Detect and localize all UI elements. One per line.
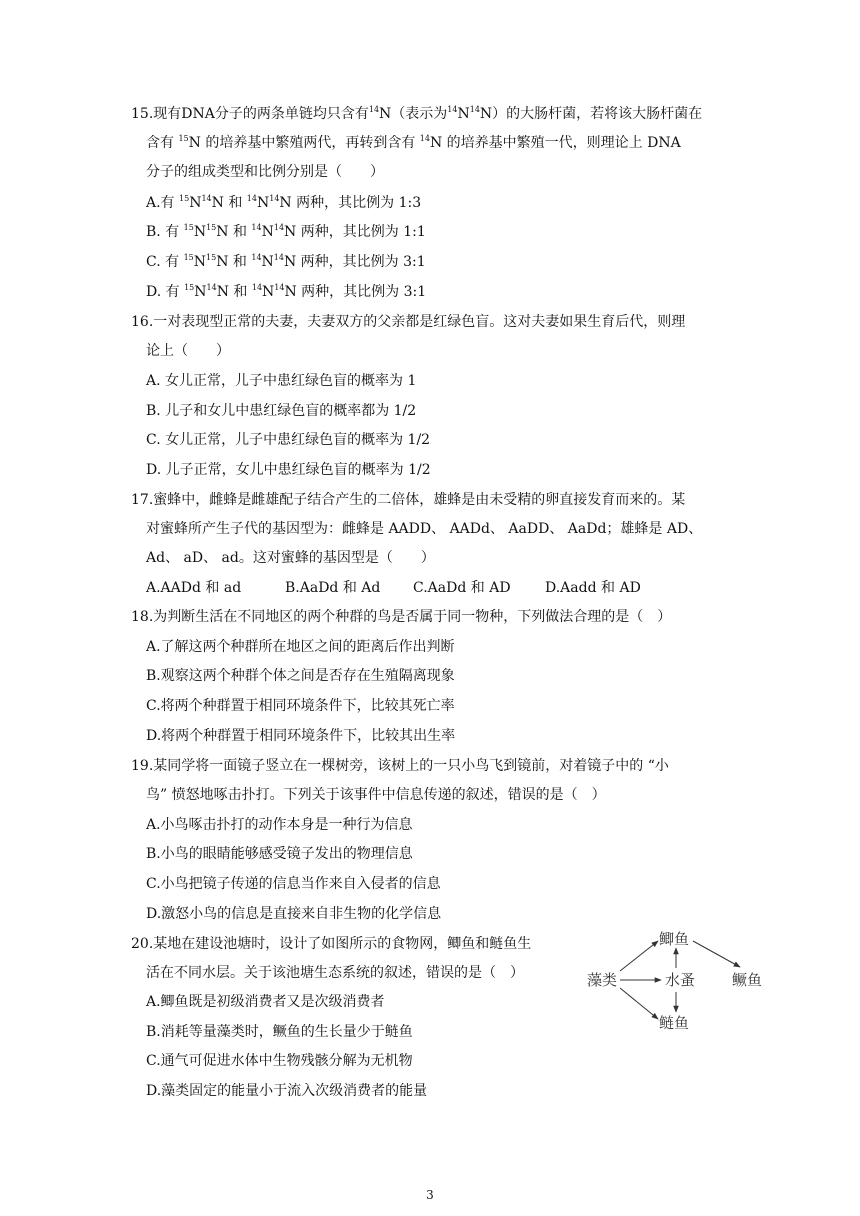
q15-line-1: 15.现有DNA分子的两条单链均只含有$^{14}$N（表示为$^{14}N^{14}N$）的大肠杆菌，若将该大肠杆菌在 xyxy=(131,105,703,122)
q16-option-b: B. 儿子和女儿中患红绿色盲的概率都为 1/2 xyxy=(146,403,417,419)
node-silver-carp: 鲢鱼 xyxy=(659,1014,690,1032)
q15-option-b: B. 有 $^{15}N^{15}N$ 和 $^{14}N^{14}N$ 两种，其比例为 1:1 xyxy=(146,223,426,240)
q18-option-c: C.将两个种群置于相同环境条件下，比较其死亡率 xyxy=(146,698,455,714)
node-water-flea: 水蚤 xyxy=(665,971,696,989)
q20-option-c: C.通气可促进水体中生物残骸分解为无机物 xyxy=(146,1053,413,1069)
q20-line-1: 20.某地在建设池塘时，设计了如图所示的食物网，鲫鱼和鲢鱼生 xyxy=(131,936,532,952)
q15-line-2: 含有 $^{15}$N 的培养基中繁殖两代，再转到含有 $^{14}$N 的培养基中繁殖一代，则理论上 DNA xyxy=(146,134,681,151)
q17-line-1: 17.蜜蜂中，雌蜂是雌雄配子结合产生的二倍体，雄蜂是由未受精的卵直接发育而来的。某 xyxy=(131,492,686,508)
node-crucian-carp: 鲫鱼 xyxy=(659,930,690,948)
q17-option-a: A.AADd 和 ad xyxy=(146,580,242,596)
q18-line-1: 18.为判断生活在不同地区的两个种群的鸟是否属于同一物种，下列做法合理的是（ ） xyxy=(131,609,672,625)
q15-option-d: D. 有 $^{15}N^{14}N$ 和 $^{14}N^{14}N$ 两种，其比例为 3:1 xyxy=(146,283,427,300)
q17-option-b: B.AaDd 和 Ad xyxy=(285,580,381,596)
q16-option-a: A. 女儿正常，儿子中患红绿色盲的概率为 1 xyxy=(146,373,417,389)
q17-option-c: C.AaDd 和 AD xyxy=(413,580,511,596)
q20-option-a: A.鲫鱼既是初级消费者又是次级消费者 xyxy=(146,994,385,1010)
q17-line-2: 对蜜蜂所产生子代的基因型为：雌蜂是 AADD、 AADd、 AaDD、 AaDd；雄蜂是 AD、 xyxy=(146,521,703,537)
q20-option-d: D.藻类固定的能量小于流入次级消费者的能量 xyxy=(146,1083,428,1099)
q19-option-c: C.小鸟把镜子传递的信息当作来自入侵者的信息 xyxy=(146,876,441,892)
arrow-crucian-to-mandarin xyxy=(693,941,740,967)
q18-option-a: A.了解这两个种群所在地区之间的距离后作出判断 xyxy=(146,639,455,655)
q19-line-2: 鸟” 愤怒地啄击扑打。下列关于该事件中信息传递的叙述，错误的是（ ） xyxy=(146,787,606,803)
q20-option-b: B.消耗等量藻类时，鳜鱼的生长量少于鲢鱼 xyxy=(146,1024,413,1040)
q19-line-1: 19.某同学将一面镜子竖立在一棵树旁，该树上的一只小鸟飞到镜前，对着镜子中的 “小 xyxy=(131,758,669,774)
q16-line-2: 论上（ ） xyxy=(146,343,230,359)
q17-line-3: Ad、 aD、 ad。这对蜜蜂的基因型是（ ） xyxy=(146,550,435,566)
q18-option-d: D.将两个种群置于相同环境条件下，比较其出生率 xyxy=(146,728,456,744)
q16-line-1: 16.一对表现型正常的夫妻，夫妻双方的父亲都是红绿色盲。这对夫妻如果生育后代，则理 xyxy=(131,314,686,330)
q16-option-c: C. 女儿正常，儿子中患红绿色盲的概率为 1/2 xyxy=(146,432,431,448)
node-mandarin-fish: 鳜鱼 xyxy=(732,971,763,989)
q19-option-a: A.小鸟啄击扑打的动作本身是一种行为信息 xyxy=(146,817,413,833)
page-number: 3 xyxy=(426,1188,434,1202)
q17-option-d: D.Aadd 和 AD xyxy=(545,580,641,596)
q15-option-a: A.有 $^{15}N^{14}N$ 和 $^{14}N^{14}N$ 两种，其比例为 1:3 xyxy=(146,194,422,211)
node-algae: 藻类 xyxy=(587,971,618,989)
q19-option-d: D.激怒小鸟的信息是直接来自非生物的化学信息 xyxy=(146,906,442,922)
food-web-diagram xyxy=(582,922,772,1040)
q15-option-c: C. 有 $^{15}N^{15}N$ 和 $^{14}N^{14}N$ 两种，其比例为 3:1 xyxy=(146,253,426,270)
q19-option-b: B.小鸟的眼睛能够感受镜子发出的物理信息 xyxy=(146,846,413,862)
arrow-algae-to-silver xyxy=(620,988,658,1019)
q18-option-b: B.观察这两个种群个体之间是否存在生殖隔离现象 xyxy=(146,668,455,684)
q16-option-d: D. 儿子正常，女儿中患红绿色盲的概率为 1/2 xyxy=(146,462,431,478)
q15-line-3: 分子的组成类型和比例分别是（ ） xyxy=(146,164,384,180)
arrow-algae-to-crucian xyxy=(620,941,658,971)
q20-line-2: 活在不同水层。关于该池塘生态系统的叙述，错误的是（ ） xyxy=(146,965,524,981)
